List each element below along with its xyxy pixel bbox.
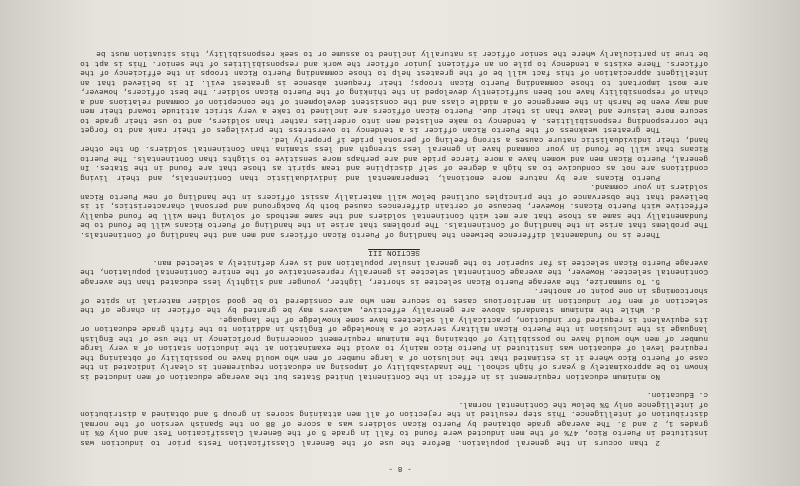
paragraph-education-requirement: No minimum education requirement is in effect in the Continental United States but the average education of men inducted is known to be approximately 8 years of high school. The inadvisability of imposing an education requirement is clearly indicated in the case of Puerto Rico where it is estimated that the inclusion of a large number of men who would have no possibility of obtaining the required level of education was instituted in Puerto Rico mainly to avoid the examination at the induction station of a very large number of men who would have no possibility of obtaining the minimum requirement concerning proficiency in the use of the English language is the inclusion in the Puerto Rican military service of a knowledge of English in addition to the fifth grade education or its equivalent is required for induction, practically all selectees have some knowledge of the language. xyxy=(80,315,708,380)
paragraph-handling: There is no fundamental difference between the handling of Puerto Rican officers and men and the handling of Continentals. The problems that arise in the handling of Continentals. The problems that arise in the handling of Puerto Ricans will be found to be fundamentally the same as those that are met with Continental soldiers and the same methods of solving them will be found equally effective with Puerto Ricans. However, because of certain differences caused both by background and personal characteristics, it is believed that the observance of the principles outlined below will materially assist officers in the handling of new Puerto Rican soldiers in your command. xyxy=(80,182,708,238)
paragraph-officer-weakness: The greatest weakness of the Puerto Rican officer is a tendency to overstress the privileges of their rank and to forget the corresponding responsibilities. A tendency to make enlisted men into orderlies rather than soldiers, and to use their grade to secure more leisure and leave than is their due. Puerto Rican officers are inclined to take a very strict attitude toward their men and may even be harsh in the emergence of a middle class and the consistent development of the conception of command relations and a chain of responsibility have not been sufficiently developed in the thinking of the Puerto Rican soldier. The best officers, however, are most important to those commanding Puerto Rican troops; their frequent absence is greatest evil. It is believed that an intelligent appreciation of this fact will be of the greatest help to those commanding Puerto Rican troops in the efficiency of the officers. There exists a tendency to pile on an efficient junior officer the work and responsibilities of the senior. This is apt to be true in particularly where the senior officer is naturally inclined to assume or to seek responsibility, this situation must be xyxy=(80,49,708,134)
section-heading: SECTION III xyxy=(368,248,420,257)
document-body xyxy=(80,48,708,446)
page-number: - 8 - xyxy=(388,464,412,472)
paragraph-waivers: d. While the minimum standards above are generally effective, waivers may be granted by the officer in charge of the selection of men for induction in meritorious cases to secure men who are considered to be good soldier material in spite of shortcomings in one point or another. xyxy=(80,286,708,314)
education-heading: c. Education. xyxy=(646,390,708,399)
paragraph-classification-scores: 2 than occurs in the general population. Before the use of the General Classification Tests prior to induction was instituted in Puerto Rico, 47% of the men inducted were found to fall in grade 5 of the General Classification Test and only 6% in grades 1, 2 and 3. The average grade obtained by Puerto Rican soldiers was a score of 88 on the Spanish version of the normal distribution of intelligence. This step resulted in the rejection of all men attaining scores in group 5 and obtained a distribution of intelligence only 5% below the Continental normal. xyxy=(80,400,708,446)
paragraph-characteristics: Puerto Ricans are by nature more emotional, temperamental and individualistic than Continentals, and their living conditions are not as conducive to as high a degree of self discipline and team spirit as those that are found in the States. In general, Puerto Rican men and women have a more fierce pride and are perhaps more sensitive to slights than Continentals. The Puerto Ricans that will be found in your command have in general less strength and less stamina than Continental soldiers. On the other hand, their individualistic nature causes a strong feeling of personal pride if properly led. xyxy=(80,135,708,181)
paragraph-summary: 5. To summarize, the average Puerto Rican selectee is shorter, lighter, younger and slightly less educated than the average Continental selectee. However, the average Continental selectee is generally representative of the entire Continental population, the average Puerto Rican selectee is far superior to the general insular population and is very definitely a selected man. xyxy=(80,258,708,285)
